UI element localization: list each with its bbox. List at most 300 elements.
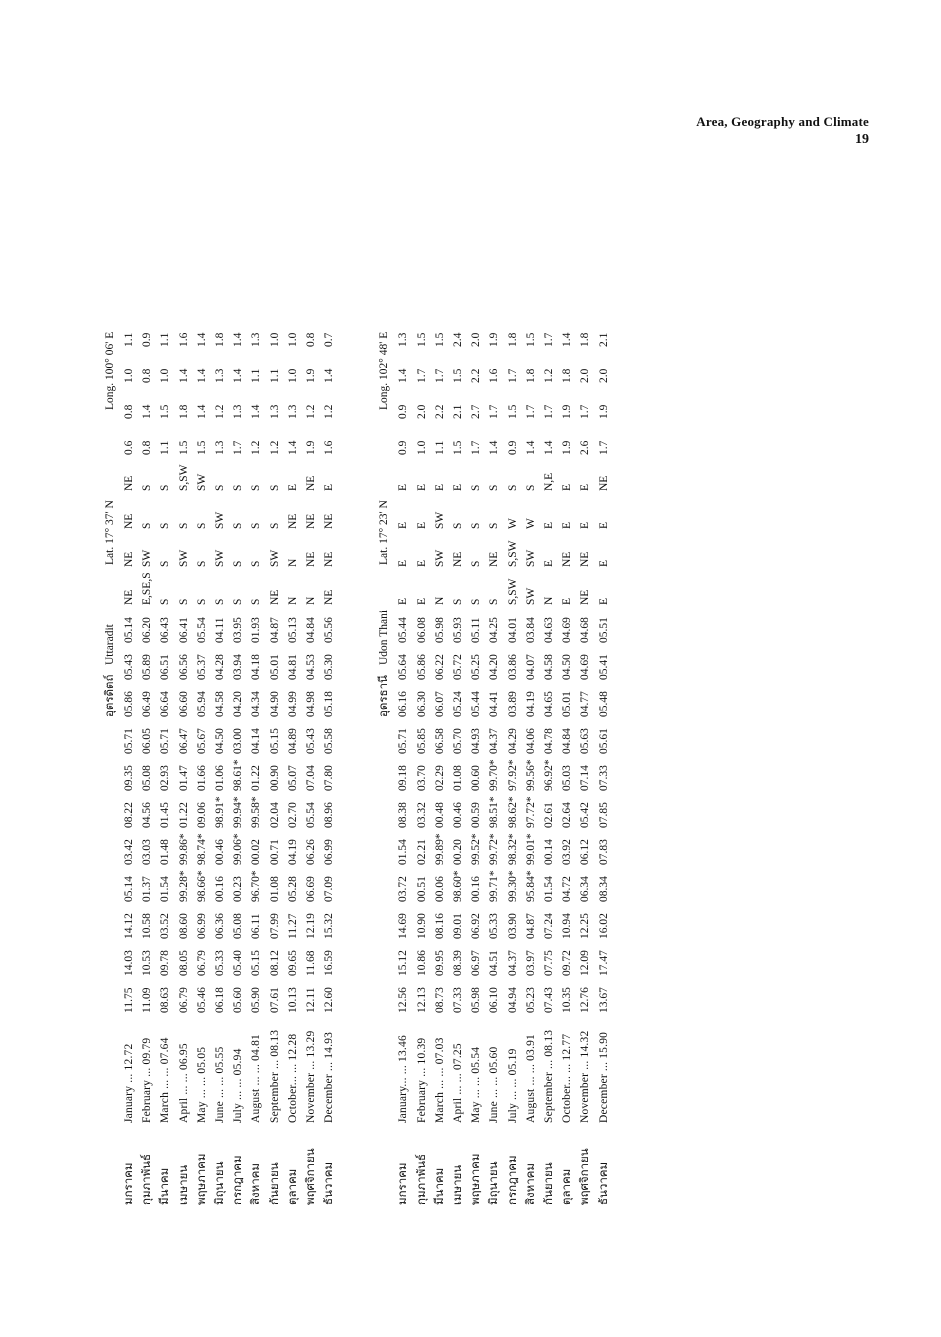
table-cell: E <box>579 521 592 529</box>
table-cell: 07.33 <box>452 987 465 1013</box>
table-cell: 1.5 <box>177 440 190 455</box>
table-cell: W <box>524 518 537 529</box>
table-cell: 02.61 <box>543 802 556 828</box>
table-cell: SW <box>141 549 154 567</box>
table-cell: 1.3 <box>214 440 227 455</box>
table-cell: 1.8 <box>579 332 592 347</box>
table-cell: 05.48 <box>597 691 610 717</box>
table-cell: SW <box>433 511 446 529</box>
month-label: September ... 08.13 <box>268 1029 281 1123</box>
table-cell: 06.07 <box>433 691 446 717</box>
table-cell: 05.14 <box>123 876 135 902</box>
table-cell: 06.99 <box>195 913 208 939</box>
table-cell: 11.27 <box>286 913 299 939</box>
table-cell: 04.20 <box>488 654 501 680</box>
table-cell: 00.16 <box>470 876 483 902</box>
table-cell: E <box>397 483 410 491</box>
table-cell: 1.7 <box>488 404 501 419</box>
table-cell: 1.2 <box>250 440 263 455</box>
table-cell: 1.1 <box>250 368 263 383</box>
table-cell: 97.92* <box>506 759 519 791</box>
table-cell: 1.9 <box>561 440 574 455</box>
table-cell: 1.5 <box>195 440 208 455</box>
table-cell: 05.90 <box>250 987 263 1013</box>
table-cell: 2.0 <box>470 332 483 347</box>
table-row <box>193 311 211 1205</box>
table-cell: 1.3 <box>250 332 263 347</box>
table-cell: 00.14 <box>543 839 556 865</box>
table-cell: 1.5 <box>415 332 428 347</box>
table-cell: 04.87 <box>524 913 537 939</box>
table-cell: 04.34 <box>250 691 263 717</box>
table-cell: 04.58 <box>543 654 556 680</box>
climate-table <box>394 311 612 1205</box>
month-thai: กุมภาพันธ์ <box>415 1153 428 1205</box>
table-cell: 01.66 <box>195 765 208 791</box>
table-cell: 98.91* <box>214 796 227 828</box>
table-cell: 03.42 <box>123 839 135 865</box>
table-cell: 0.8 <box>141 368 154 383</box>
month-thai: กรกฎาคม <box>506 1155 519 1205</box>
table-cell: 05.51 <box>597 617 610 643</box>
table-cell: S <box>195 560 208 567</box>
table-row <box>485 311 503 1205</box>
table-cell: 08.22 <box>123 802 135 828</box>
table-row <box>138 311 156 1205</box>
table-cell: S <box>452 522 465 529</box>
table-cell: 06.26 <box>305 839 318 865</box>
table-cell: 1.4 <box>195 332 208 347</box>
table-cell: 05.86 <box>415 654 428 680</box>
table-cell: NE <box>452 551 465 567</box>
table-cell: 06.08 <box>415 617 428 643</box>
table-cell: 05.08 <box>232 913 245 939</box>
table-cell: 1.0 <box>415 440 428 455</box>
table-cell: 06.58 <box>433 728 446 754</box>
table-cell: 02.93 <box>159 765 172 791</box>
table-cell: 03.00 <box>232 728 245 754</box>
month-thai: พฤศจิกายน <box>305 1148 318 1205</box>
table-cell: 2.2 <box>433 404 446 419</box>
table-cell: 00.48 <box>433 802 446 828</box>
table-cell: N <box>305 596 318 605</box>
table-cell: 06.43 <box>159 617 172 643</box>
table-cell: 03.90 <box>506 913 519 939</box>
table-cell: 98.51* <box>488 796 501 828</box>
table-cell: 05.01 <box>268 654 281 680</box>
table-cell: 05.94 <box>195 691 208 717</box>
station-longitude: Long. 100° 06' E <box>104 331 116 410</box>
table-cell: 03.52 <box>159 913 172 939</box>
table-cell: 08.05 <box>177 950 190 976</box>
table-cell: 13.67 <box>597 987 610 1013</box>
month-label: April ... ... 07.25 <box>452 1043 465 1123</box>
table-cell: 06.97 <box>470 950 483 976</box>
table-cell: 98.66* <box>195 870 208 902</box>
table-cell: S <box>470 560 483 567</box>
table-cell: N,E <box>543 472 556 491</box>
table-cell: S <box>488 484 501 491</box>
table-cell: 15.32 <box>323 913 336 939</box>
table-cell: 05.15 <box>268 728 281 754</box>
table-row <box>302 311 320 1205</box>
table-cell: 08.60 <box>177 913 190 939</box>
table-cell: 05.33 <box>488 913 501 939</box>
table-cell: 05.72 <box>452 654 465 680</box>
table-cell: 04.19 <box>524 691 537 717</box>
table-cell: 00.16 <box>214 876 227 902</box>
table-cell: 0.8 <box>305 332 318 347</box>
table-cell: 10.90 <box>415 913 428 939</box>
table-cell: 04.50 <box>214 728 227 754</box>
table-cell: 1.1 <box>159 440 172 455</box>
table-cell: 06.11 <box>250 913 263 939</box>
month-label: July ... ... 05.94 <box>232 1048 245 1123</box>
table-cell: 04.72 <box>561 876 574 902</box>
month-thai: พฤษภาคม <box>195 1153 208 1205</box>
table-cell: E <box>415 597 428 605</box>
table-cell: 12.11 <box>305 987 318 1013</box>
table-cell: S <box>488 522 501 529</box>
table-cell: E <box>579 483 592 491</box>
table-cell: 2.0 <box>597 368 610 383</box>
table-cell: 04.90 <box>268 691 281 717</box>
table-cell: 07.75 <box>543 950 556 976</box>
table-cell: 1.9 <box>305 368 318 383</box>
station-block <box>100 125 338 1205</box>
table-cell: 02.04 <box>268 802 281 828</box>
month-label: February ... 10.39 <box>415 1037 428 1123</box>
table-row <box>504 311 522 1205</box>
table-cell: 05.37 <box>195 654 208 680</box>
table-row <box>449 311 467 1205</box>
month-thai: เมษายน <box>177 1164 190 1205</box>
table-cell: NE <box>323 551 336 567</box>
month-thai: พฤษภาคม <box>470 1153 483 1205</box>
table-cell: 04.98 <box>305 691 318 717</box>
table-cell: 1.4 <box>232 332 245 347</box>
month-label: June ... ... 05.55 <box>214 1046 227 1123</box>
table-cell: 05.54 <box>195 617 208 643</box>
table-cell: 07.24 <box>543 913 556 939</box>
table-cell: 98.32* <box>506 833 519 865</box>
station-longitude: Long. 102° 48' E <box>378 331 391 410</box>
month-label: May ... ... 05.54 <box>470 1046 483 1123</box>
month-thai: กันยายน <box>268 1162 281 1205</box>
station-latitude: Lat. 17° 37' N <box>104 500 116 565</box>
table-cell: N <box>286 558 299 567</box>
table-cell: 1.0 <box>286 332 299 347</box>
table-cell: 03.70 <box>415 765 428 791</box>
table-cell: 04.37 <box>488 728 501 754</box>
climate-table <box>120 311 338 1205</box>
month-thai: กรกฎาคม <box>232 1155 245 1205</box>
table-cell: 1.7 <box>433 368 446 383</box>
table-cell: 05.25 <box>470 654 483 680</box>
table-cell: 07.04 <box>305 765 318 791</box>
table-cell: 05.01 <box>561 691 574 717</box>
table-cell: SW <box>177 549 190 567</box>
table-row <box>247 311 265 1205</box>
table-cell: 2.2 <box>470 368 483 383</box>
table-cell: 09.01 <box>452 913 465 939</box>
table-cell: 04.69 <box>561 617 574 643</box>
table-cell: 1.8 <box>506 332 519 347</box>
table-cell: SW <box>195 473 208 491</box>
table-cell: 10.94 <box>561 913 574 939</box>
month-thai: กันยายน <box>543 1162 556 1205</box>
table-cell: 04.06 <box>524 728 537 754</box>
table-cell: SW <box>524 549 537 567</box>
table-cell: 1.2 <box>323 404 336 419</box>
table-cell: S <box>195 598 208 605</box>
table-cell: 0.9 <box>141 332 154 347</box>
table-cell: 04.87 <box>268 617 281 643</box>
table-row <box>394 311 412 1205</box>
month-label: April ... ... 06.95 <box>177 1043 190 1123</box>
month-thai: ตุลาคม <box>286 1168 299 1205</box>
table-cell: 09.65 <box>286 950 299 976</box>
table-cell: 1.4 <box>232 368 245 383</box>
table-cell: E <box>397 521 410 529</box>
month-thai: ธันวาคม <box>597 1161 610 1205</box>
table-cell: 00.60 <box>470 765 483 791</box>
table-cell: 1.1 <box>159 332 172 347</box>
table-cell: 03.92 <box>561 839 574 865</box>
table-cell: 00.46 <box>214 839 227 865</box>
table-cell: 09.18 <box>397 765 410 791</box>
table-cell: 1.7 <box>579 404 592 419</box>
table-cell: SW <box>433 549 446 567</box>
table-cell: 1.9 <box>561 404 574 419</box>
table-cell: 05.11 <box>470 617 483 643</box>
table-cell: 12.60 <box>323 987 336 1013</box>
table-cell: 1.4 <box>286 440 299 455</box>
table-cell: 01.22 <box>250 765 263 791</box>
table-cell: 06.92 <box>470 913 483 939</box>
table-row <box>576 311 594 1205</box>
table-cell: S <box>232 484 245 491</box>
table-cell: E <box>323 483 336 491</box>
table-cell: 01.06 <box>214 765 227 791</box>
table-cell: 09.78 <box>159 950 172 976</box>
table-cell: 2.1 <box>597 332 610 347</box>
table-cell: 05.67 <box>195 728 208 754</box>
table-cell: 00.02 <box>250 839 263 865</box>
table-cell: 03.03 <box>141 839 154 865</box>
table-cell: 98.61* <box>232 759 245 791</box>
table-cell: 05.61 <box>597 728 610 754</box>
month-label: October... ... 12.28 <box>286 1033 299 1123</box>
table-cell: 95.84* <box>524 870 537 902</box>
table-cell: 05.58 <box>323 728 336 754</box>
table-cell: 08.16 <box>433 913 446 939</box>
table-row <box>522 311 540 1205</box>
table-cell: S <box>214 484 227 491</box>
table-cell: 1.7 <box>597 440 610 455</box>
table-cell: 1.3 <box>268 404 281 419</box>
table-cell: 05.60 <box>232 987 245 1013</box>
table-cell: SW <box>214 549 227 567</box>
table-cell: 04.56 <box>141 802 154 828</box>
month-thai: มิถุนายน <box>488 1161 501 1205</box>
table-cell: 00.71 <box>268 839 281 865</box>
table-cell: NE <box>123 589 135 605</box>
table-cell: 05.03 <box>561 765 574 791</box>
table-cell: 0.9 <box>506 440 519 455</box>
table-cell: 03.97 <box>524 950 537 976</box>
table-cell: 04.11 <box>214 617 227 643</box>
table-cell: S <box>141 484 154 491</box>
table-cell: 2.1 <box>452 404 465 419</box>
table-cell: 04.69 <box>579 654 592 680</box>
table-cell: 05.44 <box>397 617 410 643</box>
table-cell: 05.98 <box>470 987 483 1013</box>
month-label: August ... ... 04.81 <box>250 1034 263 1123</box>
table-cell: 1.7 <box>415 368 428 383</box>
table-row <box>558 311 576 1205</box>
table-cell: 07.09 <box>323 876 336 902</box>
table-cell: 96.70* <box>250 870 263 902</box>
table-cell: 05.40 <box>232 950 245 976</box>
table-cell: 05.23 <box>524 987 537 1013</box>
table-cell: 07.33 <box>597 765 610 791</box>
table-cell: 04.78 <box>543 728 556 754</box>
month-label: February ... 09.79 <box>141 1037 154 1123</box>
month-label: June ... ... 05.60 <box>488 1046 501 1123</box>
table-cell: 04.99 <box>286 691 299 717</box>
table-cell: 1.8 <box>214 332 227 347</box>
month-label: November ... 14.32 <box>579 1030 592 1123</box>
station-heading <box>374 125 394 1205</box>
table-cell: 99.70* <box>488 759 501 791</box>
table-cell: 1.1 <box>433 440 446 455</box>
table-cell: 08.63 <box>159 987 172 1013</box>
table-cell: 05.33 <box>214 950 227 976</box>
table-cell: NE <box>488 551 501 567</box>
table-cell: 06.30 <box>415 691 428 717</box>
table-cell: S <box>232 522 245 529</box>
table-cell: 06.79 <box>195 950 208 976</box>
table-cell: 12.19 <box>305 913 318 939</box>
table-cell: 1.0 <box>123 368 135 383</box>
table-cell: 11.75 <box>123 987 135 1013</box>
table-cell: 04.20 <box>232 691 245 717</box>
table-cell: 1.1 <box>123 332 135 347</box>
table-cell: 99.89* <box>433 833 446 865</box>
table-cell: 2.4 <box>452 332 465 347</box>
table-cell: 2.0 <box>579 368 592 383</box>
table-cell: 05.42 <box>579 802 592 828</box>
table-row <box>229 311 247 1205</box>
table-cell: 00.46 <box>452 802 465 828</box>
table-cell: 02.70 <box>286 802 299 828</box>
table-cell: 05.08 <box>141 765 154 791</box>
table-cell: 1.4 <box>397 368 410 383</box>
table-cell: 06.99 <box>323 839 336 865</box>
table-cell: NE <box>561 551 574 567</box>
table-cell: 2.0 <box>415 404 428 419</box>
table-cell: 01.45 <box>159 802 172 828</box>
month-thai: มิถุนายน <box>214 1161 227 1205</box>
table-cell: 03.94 <box>232 654 245 680</box>
table-cell: 1.4 <box>141 404 154 419</box>
table-cell: 06.22 <box>433 654 446 680</box>
table-cell: S <box>141 522 154 529</box>
table-cell: N <box>433 596 446 605</box>
table-cell: 96.92* <box>543 759 556 791</box>
table-cell: E <box>452 483 465 491</box>
table-cell: 01.37 <box>141 876 154 902</box>
table-cell: 00.20 <box>452 839 465 865</box>
table-cell: E <box>433 483 446 491</box>
table-cell: 1.5 <box>524 332 537 347</box>
table-cell: 05.70 <box>452 728 465 754</box>
table-cell: 12.76 <box>579 987 592 1013</box>
table-cell: 01.54 <box>543 876 556 902</box>
table-cell: 06.79 <box>177 987 190 1013</box>
table-cell: 1.6 <box>177 332 190 347</box>
table-cell: 99.30* <box>506 870 519 902</box>
table-cell: SW <box>268 549 281 567</box>
table-cell: 05.98 <box>433 617 446 643</box>
table-cell: 17.47 <box>597 950 610 976</box>
table-cell: 05.28 <box>286 876 299 902</box>
table-cell: 04.37 <box>506 950 519 976</box>
table-cell: 99.72* <box>488 833 501 865</box>
table-cell: 04.50 <box>561 654 574 680</box>
table-cell: 16.02 <box>597 913 610 939</box>
table-cell: 02.21 <box>415 839 428 865</box>
table-cell: 05.56 <box>323 617 336 643</box>
table-cell: 06.34 <box>579 876 592 902</box>
table-cell: NE <box>268 589 281 605</box>
table-cell: 05.71 <box>123 728 135 754</box>
station-block <box>374 125 612 1205</box>
page-number: 19 <box>855 132 869 147</box>
table-cell: 05.44 <box>470 691 483 717</box>
table-cell: 05.86 <box>123 691 135 717</box>
table-cell: S <box>268 484 281 491</box>
table-cell: 06.41 <box>177 617 190 643</box>
month-thai: มีนาคม <box>159 1167 172 1205</box>
table-cell: E <box>397 559 410 567</box>
table-cell: 1.9 <box>488 332 501 347</box>
table-cell: 02.29 <box>433 765 446 791</box>
table-cell: E <box>561 597 574 605</box>
table-cell: 06.10 <box>488 987 501 1013</box>
table-row <box>431 311 449 1205</box>
table-cell: E <box>415 559 428 567</box>
table-cell: 99.06* <box>232 833 245 865</box>
table-row <box>284 311 302 1205</box>
table-cell: 05.71 <box>159 728 172 754</box>
table-row <box>175 311 193 1205</box>
table-cell: 15.12 <box>397 950 410 976</box>
month-label: August ... ... 03.91 <box>524 1034 537 1123</box>
month-label: September ... 08.13 <box>543 1029 556 1123</box>
table-cell: S <box>470 484 483 491</box>
table-cell: 99.56* <box>524 759 537 791</box>
month-thai: กุมภาพันธ์ <box>141 1153 154 1205</box>
table-cell: 98.62* <box>506 796 519 828</box>
table-row <box>320 311 338 1205</box>
table-cell: 06.64 <box>159 691 172 717</box>
table-cell: 06.51 <box>159 654 172 680</box>
table-cell: S <box>177 522 190 529</box>
month-label: December ... 14.93 <box>323 1031 336 1123</box>
table-cell: NE <box>323 589 336 605</box>
